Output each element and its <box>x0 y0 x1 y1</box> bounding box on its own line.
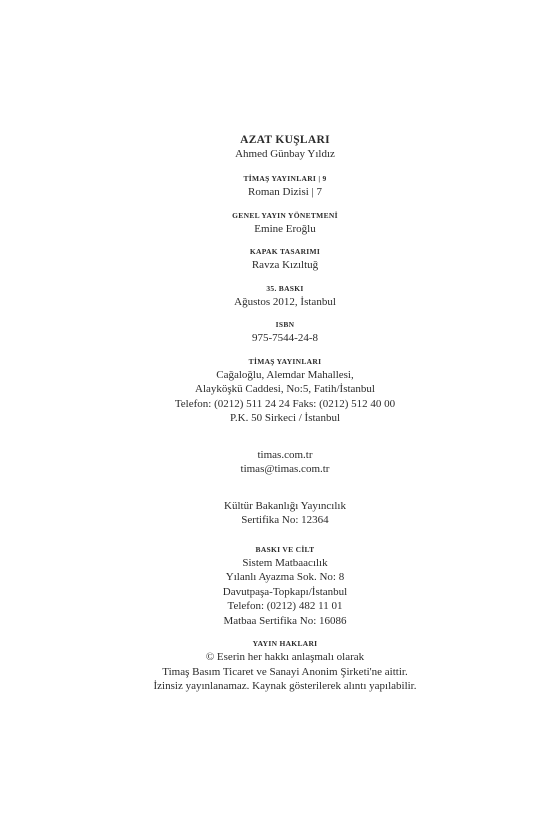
printer-address-line: Davutpaşa-Topkapı/İstanbul <box>222 585 348 598</box>
edition-line: Ağustos 2012, İstanbul <box>234 295 336 308</box>
series-heading: TİMAŞ YAYINLARI | 9 <box>243 174 327 183</box>
spacer <box>60 436 510 448</box>
rights-line: © Eserin her hakkı anlaşmalı olarak <box>205 651 365 663</box>
cover-designer: Ravza Kızıltuğ <box>251 259 319 271</box>
isbn-value: 975-7544-24-8 <box>252 332 318 344</box>
certificate-number: Sertifika No: 12364 <box>241 514 329 526</box>
printer-address-line: Yılanlı Ayazma Sok. No: 8 <box>225 571 345 583</box>
website-link[interactable]: timas.com.tr <box>257 448 313 461</box>
certificate-block <box>60 499 510 528</box>
rights-heading: YAYIN HAKLARI <box>252 639 318 648</box>
publisher-heading: TİMAŞ YAYINLARI <box>248 356 322 366</box>
spacer <box>60 487 510 499</box>
edition-heading: 35. BASKI <box>266 283 304 293</box>
rights-line: Timaş Basım Ticaret ve Sanayi Anonim Şirketi'ne aittir. <box>162 665 408 678</box>
publisher-block <box>60 356 510 426</box>
editor-heading: GENEL YAYIN YÖNETMENİ <box>232 210 338 220</box>
printer-phone: Telefon: (0212) 482 11 01 <box>227 600 343 612</box>
editor-name: Emine Eroğlu <box>254 222 316 235</box>
series-block <box>60 173 510 200</box>
printer-name: Sistem Matbaacılık <box>242 556 328 569</box>
edition-block <box>60 283 510 310</box>
certificate-line: Kültür Bakanlığı Yayıncılık <box>224 499 346 512</box>
isbn-block <box>60 319 510 346</box>
printer-certificate: Matbaa Sertifika No: 16086 <box>223 614 347 627</box>
publisher-pobox-line: P.K. 50 Sirkeci / İstanbul <box>230 412 340 424</box>
printing-block <box>60 544 510 629</box>
series-line: Roman Dizisi | 7 <box>247 186 322 198</box>
publisher-phone-line: Telefon: (0212) 511 24 24 Faks: (0212) 512 40 00 <box>174 397 396 410</box>
web-block <box>60 448 510 477</box>
email-link[interactable]: timas@timas.com.tr <box>240 463 330 475</box>
rights-block <box>60 638 510 694</box>
isbn-heading: ISBN <box>275 320 295 329</box>
cover-block <box>60 246 510 273</box>
publisher-address-line: Alayköşkü Caddesi, No:5, Fatih/İstanbul <box>195 383 375 395</box>
book-title: AZAT KUŞLARI <box>240 134 330 146</box>
publisher-address-line: Cağaloğlu, Alemdar Mahallesi, <box>216 368 354 381</box>
rights-line: İzinsiz yayınlanamaz. Kaynak gösterilerek alıntı yapılabilir. <box>153 680 417 692</box>
book-author: Ahmed Günbay Yıldız <box>235 148 335 160</box>
editor-block <box>60 210 510 237</box>
imprint-column <box>60 133 510 704</box>
cover-heading: KAPAK TASARIMI <box>249 247 321 256</box>
printing-heading: BASKI VE CİLT <box>255 544 315 554</box>
